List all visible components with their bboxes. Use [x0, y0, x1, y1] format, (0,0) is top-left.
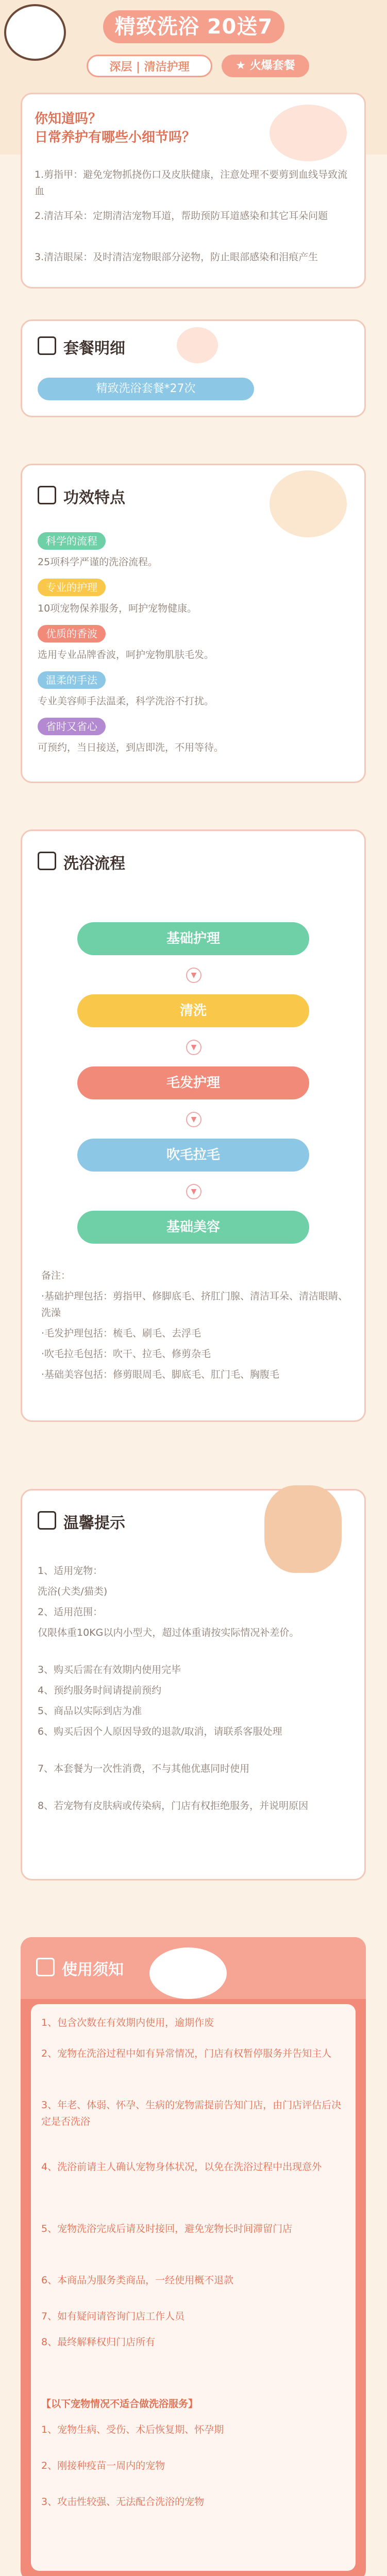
bath-note: ·吹毛拉毛包括：吹干、拉毛、修剪杂毛: [41, 1348, 211, 1360]
reminder-icon: [38, 1511, 56, 1530]
intro-line: 1.剪指甲：避免宠物抓挠伤口及皮肤健康，注意处理不要剪到血线导致流血: [35, 169, 348, 197]
instruction-line: 2、宠物在洗浴过程中如有异常情况，门店有权暂停服务并告知主人: [41, 2048, 332, 2059]
reminder-line: 2、适用范围：: [38, 1606, 103, 1618]
intro-line: 2.清洁耳朵：定期清洁宠物耳道，帮助预防耳道感染和其它耳朵问题: [35, 210, 328, 222]
instruction-line: 1、宠物生病、受伤、术后恢复期、怀孕期: [41, 2424, 224, 2435]
package-content: 精致洗浴套餐*27次: [38, 378, 254, 400]
instructions-icon: [36, 1958, 55, 1976]
features-icon: [38, 486, 56, 504]
bath-note: ·基础护理包括：剪指甲、修脚底毛、挤肛门腺、清洁耳朵、清洁眼睛、洗澡: [41, 1291, 348, 1318]
chevron-down-icon: ▼: [186, 1184, 201, 1199]
reminder-line: 6、购买后因个人原因导致的退款/取消，请联系客服处理: [38, 1726, 282, 1737]
bath-note: ·基础美容包括：修剪眼周毛、脚底毛、肛门毛、胸腹毛: [41, 1369, 280, 1380]
reminder-line: 5、商品以实际到店为准: [38, 1705, 142, 1717]
chevron-down-icon: ▼: [186, 1112, 201, 1127]
feature-tag: 优质的香波: [38, 625, 106, 642]
feature-tag: 温柔的手法: [38, 671, 106, 689]
feature-text: 10项宠物保养服务，呵护宠物健康。: [38, 603, 197, 614]
intro-card: [21, 93, 366, 289]
package-icon: [38, 336, 56, 355]
bath-note: ·毛发护理包括：梳毛、刷毛、去浮毛: [41, 1328, 201, 1339]
page-title: 精致洗浴 20送7: [103, 10, 284, 43]
instruction-line: 6、本商品为服务类商品，一经使用概不退款: [41, 2275, 234, 2286]
bunny-mascot-icon: [264, 1485, 342, 1573]
tag-deep-clean: 深层 | 清洁护理: [87, 55, 212, 77]
features-title: 功效特点: [63, 489, 125, 507]
instruction-heading: 【以下宠物情况不适合做洗浴服务】: [41, 2398, 198, 2410]
shower-icon: [38, 852, 56, 870]
instruction-line: 3、攻击性较强、无法配合洗浴的宠物: [41, 2496, 205, 2507]
instruction-line: 2、刚接种疫苗一周内的宠物: [41, 2460, 165, 2471]
feature-text: 25项科学严谨的洗浴流程。: [38, 556, 158, 568]
features-card: [21, 464, 366, 783]
instruction-line: 3、年老、体弱、怀孕、生病的宠物需提前告知门店，由门店评估后决定是否洗浴: [41, 2099, 342, 2127]
package-title: 套餐明细: [63, 340, 125, 358]
instructions-body: [31, 2004, 356, 2571]
bathing-dog-icon: [177, 327, 218, 363]
cat-mascot-icon: [4, 4, 66, 61]
flow-step-wash: 清洗: [77, 994, 309, 1027]
instruction-line: 5、宠物洗浴完成后请及时接回，避免宠物长时间滞留门店: [41, 2223, 293, 2234]
instruction-line: 4、洗浴前请主人确认宠物身体状况，以免在洗浴过程中出现意外: [41, 2161, 322, 2173]
flow-step-basic-care: 基础护理: [77, 922, 309, 955]
flow-step-basic-grooming: 基础美容: [77, 1211, 309, 1244]
feature-tag: 专业的护理: [38, 579, 106, 596]
reminder-line: 7、本套餐为一次性消费，不与其他优惠同时使用: [38, 1763, 250, 1774]
feature-tag: 省时又省心: [38, 718, 106, 735]
feature-tag: 科学的流程: [38, 532, 106, 550]
instructions-title: 使用须知: [62, 1961, 124, 1979]
intro-line: 3.清洁眼屎：及时清洁宠物眼部分泌物，防止眼部感染和泪痕产生: [35, 251, 318, 263]
cat-dog-mascot-icon: [270, 470, 347, 537]
chevron-down-icon: ▼: [186, 1040, 201, 1055]
flow-step-hair-care: 毛发护理: [77, 1066, 309, 1099]
feature-text: 可预约，当日接送，到店即洗，不用等待。: [38, 742, 224, 753]
instruction-line: 8、最终解释权归门店所有: [41, 2336, 156, 2348]
chevron-down-icon: ▼: [186, 968, 201, 983]
tag-hot-package: ★ 火爆套餐: [222, 55, 309, 77]
reminder-title: 温馨提示: [63, 1514, 125, 1532]
reminder-line: 3、购买后需在有效期内使用完毕: [38, 1664, 181, 1675]
bath-flow-title: 洗浴流程: [63, 855, 125, 873]
intro-question: 你知道吗？ 日常养护有哪些小细节吗？: [35, 111, 196, 145]
feature-text: 选用专业品牌香波，呵护宠物肌肤毛发。: [38, 649, 214, 660]
reminder-line: 8、若宠物有皮肤病或传染病，门店有权拒绝服务，并说明原因: [38, 1800, 309, 1811]
reminder-line: 4、预约服务时间请提前预约: [38, 1685, 162, 1696]
reminder-line: 洗浴(犬类/猫类): [38, 1586, 108, 1597]
dog-mascot-icon: [270, 105, 347, 161]
instruction-line: 1、包含次数在有效期内使用，逾期作废: [41, 2017, 214, 2028]
feature-text: 专业美容师手法温柔，科学洗浴不打扰。: [38, 696, 214, 707]
flow-step-blow-dry: 吹毛拉毛: [77, 1139, 309, 1172]
reminder-line: 仅限体重10KG以内小型犬，超过体重请按实际情况补差价。: [38, 1627, 299, 1638]
reminder-card: [21, 1489, 366, 1880]
instructions-card: [21, 1937, 366, 2576]
cat-mascot-icon: [149, 1947, 227, 1999]
instruction-line: 7、如有疑问请咨询门店工作人员: [41, 2311, 185, 2322]
reminder-line: 1、适用宠物：: [38, 1565, 103, 1577]
bath-note: 备注：: [41, 1270, 71, 1281]
package-card: [21, 319, 366, 417]
